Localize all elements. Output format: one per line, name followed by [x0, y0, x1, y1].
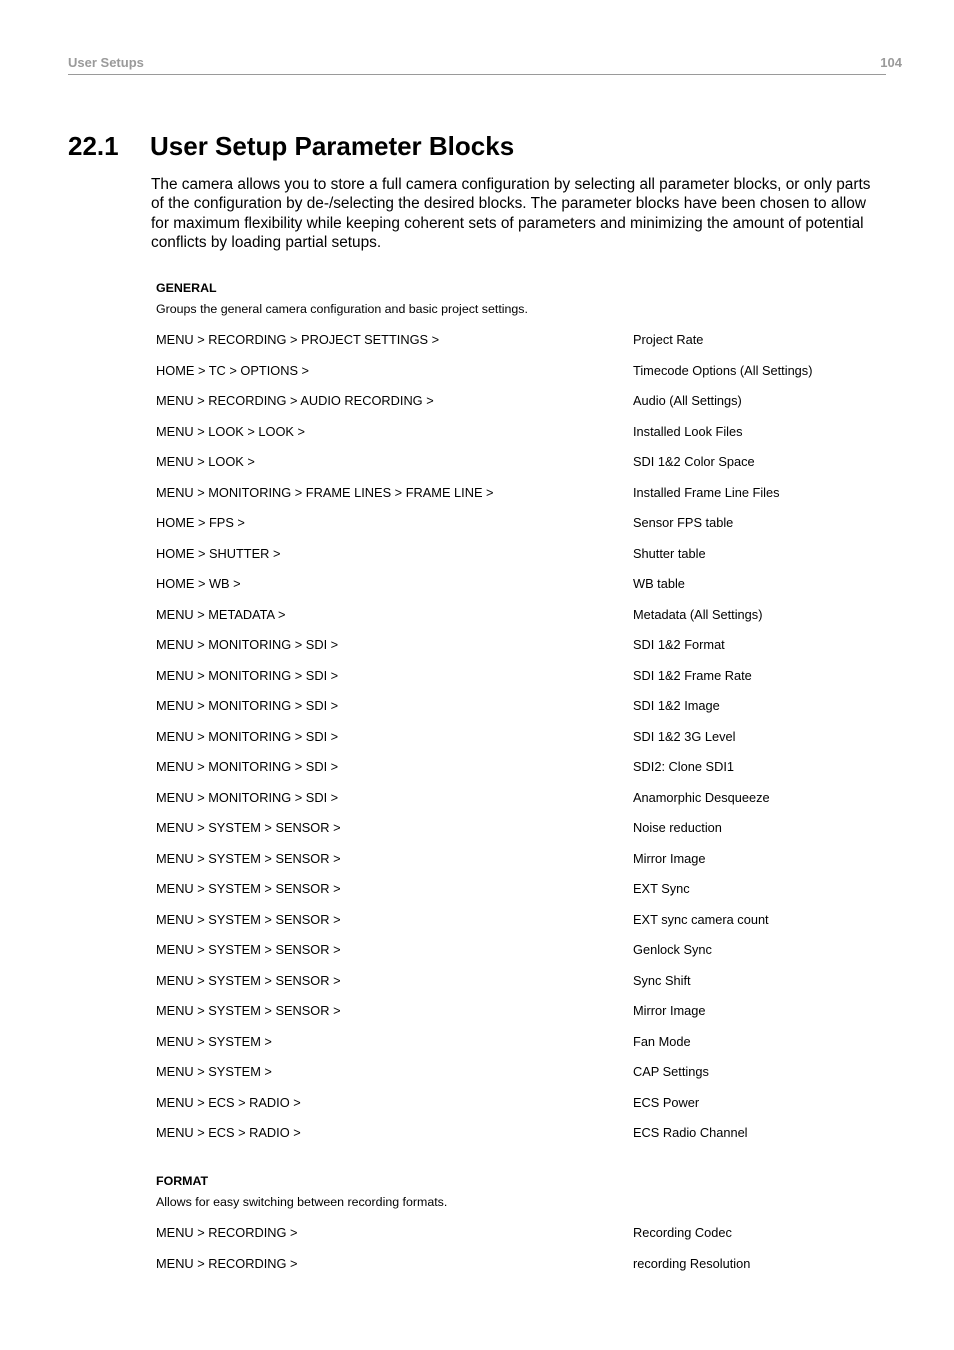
table-row	[156, 424, 896, 442]
menu-path: HOME > TC > OPTIONS >	[156, 362, 310, 378]
table-row	[156, 790, 896, 808]
menu-path: MENU > SYSTEM >	[156, 1064, 272, 1079]
table-row	[156, 851, 896, 869]
table-row	[156, 546, 896, 564]
parameter-name: Audio (All Settings)	[633, 393, 742, 408]
menu-path: MENU > SYSTEM > SENSOR >	[156, 850, 341, 866]
menu-path: MENU > SYSTEM >	[156, 1033, 272, 1049]
block-description-general: Groups the general camera configuration and basic project settings.	[156, 302, 528, 316]
parameter-name: CAP Settings	[633, 1064, 709, 1079]
table-row	[156, 576, 896, 594]
section-heading	[68, 131, 514, 162]
table-row	[156, 332, 896, 350]
parameter-name: SDI 1&2 Format	[633, 637, 725, 652]
intro-paragraph: The camera allows you to store a full camera configuration by selecting all parameter blocks, or only parts of the configuration by de-/selecting the desired blocks. The parameter blocks have been chosen to allow for maximum flexibility while keeping coherent sets of parameters and minimizing the amount of potential conflicts by loading partial setups.	[151, 176, 871, 251]
parameter-name: Noise reduction	[633, 820, 722, 835]
menu-path: HOME > SHUTTER >	[156, 545, 281, 561]
parameter-name: WB table	[633, 576, 685, 591]
parameter-name: Sync Shift	[633, 972, 691, 988]
table-row	[156, 1225, 896, 1243]
menu-path: MENU > MONITORING > FRAME LINES > FRAME LINE >	[156, 484, 494, 500]
menu-path: MENU > SYSTEM > SENSOR >	[156, 881, 341, 896]
table-row	[156, 607, 896, 625]
table-row	[156, 515, 896, 533]
parameter-name: recording Resolution	[633, 1255, 751, 1271]
table-row	[156, 973, 896, 991]
block-title-format: FORMAT	[156, 1174, 209, 1188]
section-number: 22.1	[68, 131, 119, 161]
menu-path: MENU > SYSTEM > SENSOR >	[156, 1003, 341, 1018]
menu-path: HOME > WB >	[156, 576, 241, 591]
menu-path: MENU > RECORDING >	[156, 1225, 298, 1240]
parameter-name: Recording Codec	[633, 1225, 732, 1240]
parameter-name: Shutter table	[633, 545, 706, 561]
table-row	[156, 698, 896, 716]
menu-path: MENU > MONITORING > SDI >	[156, 698, 339, 713]
menu-path: MENU > SYSTEM > SENSOR >	[156, 972, 341, 988]
parameter-name: Installed Frame Line Files	[633, 484, 780, 500]
parameter-name: Sensor FPS table	[633, 515, 734, 530]
menu-path: MENU > MONITORING > SDI >	[156, 759, 339, 774]
parameter-name: ECS Power	[633, 1094, 700, 1110]
table-row	[156, 363, 896, 381]
parameter-name: Installed Look Files	[633, 423, 743, 439]
menu-path: MENU > MONITORING > SDI >	[156, 728, 339, 744]
parameter-name: SDI 1&2 3G Level	[633, 728, 736, 744]
parameter-name: SDI2: Clone SDI1	[633, 759, 735, 774]
parameter-name: Mirror Image	[633, 850, 706, 866]
menu-path: MENU > RECORDING >	[156, 1255, 298, 1271]
header-divider	[68, 74, 886, 75]
page-header	[68, 55, 902, 75]
table-row	[156, 1003, 896, 1021]
parameter-name: SDI 1&2 Color Space	[633, 454, 755, 469]
menu-path: MENU > SYSTEM > SENSOR >	[156, 942, 341, 957]
parameter-name: Timecode Options (All Settings)	[633, 362, 813, 378]
menu-path: MENU > ECS > RADIO >	[156, 1125, 301, 1140]
header-section-title: User Setups	[68, 55, 144, 70]
menu-path: MENU > RECORDING > AUDIO RECORDING >	[156, 393, 434, 408]
menu-path: MENU > LOOK > LOOK >	[156, 423, 305, 439]
menu-path: MENU > SYSTEM > SENSOR >	[156, 911, 341, 927]
table-row	[156, 881, 896, 899]
table-row	[156, 912, 896, 930]
table-row	[156, 759, 896, 777]
table-row	[156, 454, 896, 472]
table-row	[156, 820, 896, 838]
menu-path: MENU > LOOK >	[156, 454, 255, 469]
menu-path: MENU > MONITORING > SDI >	[156, 637, 339, 652]
menu-path: MENU > METADATA >	[156, 606, 286, 622]
menu-path: MENU > ECS > RADIO >	[156, 1094, 301, 1110]
table-row	[156, 1125, 896, 1143]
section-title: User Setup Parameter Blocks	[150, 131, 515, 161]
table-row	[156, 729, 896, 747]
menu-path: MENU > MONITORING > SDI >	[156, 667, 339, 683]
parameter-name: SDI 1&2 Frame Rate	[633, 667, 752, 683]
parameter-name: Anamorphic Desqueeze	[633, 789, 770, 805]
table-row	[156, 393, 896, 411]
menu-path: HOME > FPS >	[156, 515, 245, 530]
parameter-name: SDI 1&2 Image	[633, 698, 720, 713]
table-row	[156, 1256, 896, 1274]
table-row	[156, 485, 896, 503]
table-row	[156, 1064, 896, 1082]
menu-path: MENU > MONITORING > SDI >	[156, 789, 339, 805]
block-description-format: Allows for easy switching between recording formats.	[156, 1195, 448, 1209]
parameter-name: EXT Sync	[633, 881, 690, 896]
parameter-name: Fan Mode	[633, 1033, 691, 1049]
table-row	[156, 668, 896, 686]
parameter-name: Metadata (All Settings)	[633, 606, 763, 622]
table-row	[156, 942, 896, 960]
parameter-name: EXT sync camera count	[633, 911, 769, 927]
parameter-name: Mirror Image	[633, 1003, 706, 1018]
page-number: 104	[880, 55, 902, 70]
table-row	[156, 1034, 896, 1052]
parameter-name: Genlock Sync	[633, 942, 712, 957]
parameter-name: ECS Radio Channel	[633, 1125, 748, 1140]
block-title-general: GENERAL	[156, 281, 217, 295]
menu-path: MENU > SYSTEM > SENSOR >	[156, 820, 341, 835]
parameter-name: Project Rate	[633, 332, 704, 347]
table-row	[156, 637, 896, 655]
table-row	[156, 1095, 896, 1113]
menu-path: MENU > RECORDING > PROJECT SETTINGS >	[156, 332, 440, 347]
